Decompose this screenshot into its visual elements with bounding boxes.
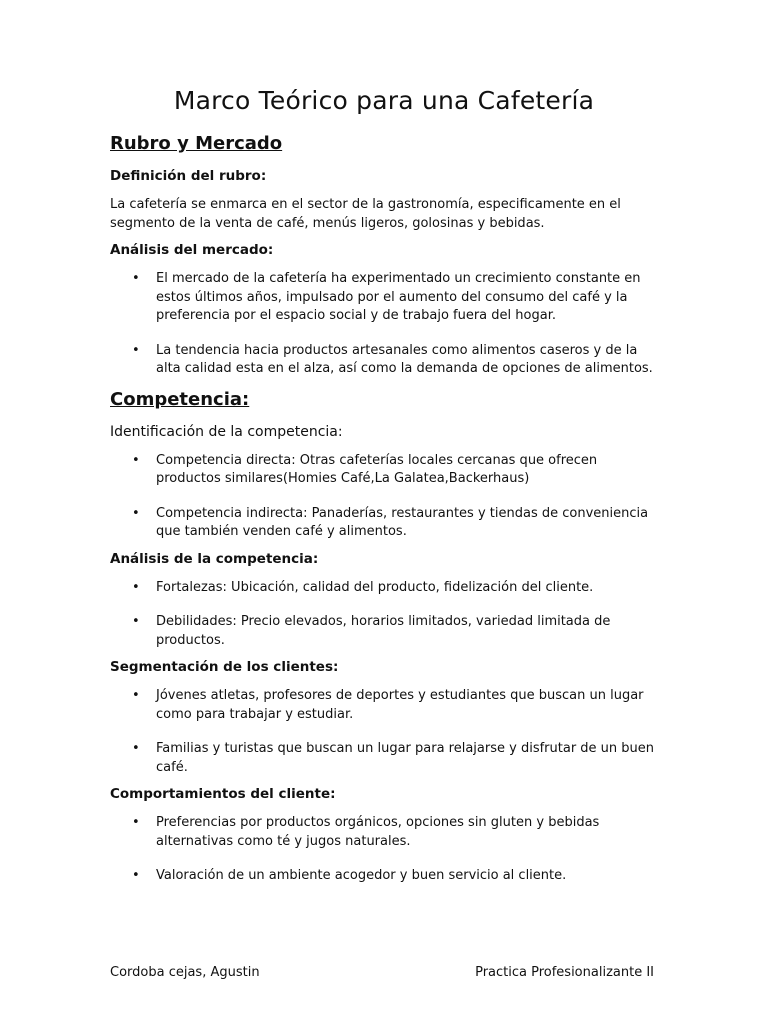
list-item-text: Fortalezas: Ubicación, calidad del producto, fidelización del cliente. — [156, 579, 594, 595]
list-item-text: Valoración de un ambiente acogedor y buen servicio al cliente. — [156, 868, 567, 883]
subheading-analisis-mercado: Análisis del mercado: — [110, 242, 274, 258]
list-analisis-mercado — [110, 270, 665, 379]
list-item — [110, 867, 665, 886]
bullet-icon: • — [132, 579, 140, 595]
list-item — [110, 814, 665, 851]
footer-author: Cordoba cejas, Agustin — [110, 965, 260, 980]
list-item — [110, 579, 665, 598]
list-item-text: Preferencias por productos orgánicos, opciones sin gluten y bebidas alternativas como té y jugos naturales. — [156, 815, 600, 849]
bullet-icon: • — [132, 271, 140, 286]
bullet-icon: • — [132, 815, 140, 830]
subheading-analisis-competencia: Análisis de la competencia: — [110, 550, 319, 567]
section-heading-competencia: Competencia: — [110, 388, 250, 410]
section-heading-rubro: Rubro y Mercado — [110, 133, 283, 154]
bullet-icon: • — [132, 868, 140, 883]
footer-course: Practica Profesionalizante II — [475, 965, 654, 980]
list-segmentacion — [110, 687, 665, 777]
page-title: Marco Teórico para una Cafetería — [173, 86, 595, 115]
list-item — [110, 687, 665, 724]
list-item-text: La tendencia hacia productos artesanales como alimentos caseros y de la alta calidad esta en el alza, así como la demanda de opciones de alimentos. — [156, 342, 653, 376]
list-item-text: El mercado de la cafetería ha experimentado un crecimiento constante en estos últimos años, impulsado por el aumento del consumo del café y la preferencia por el espacio social y de trabajo fuera del hogar. — [156, 271, 641, 323]
list-item-text: Competencia indirecta: Panaderías, restaurantes y tiendas de conveniencia que también venden café y alimentos. — [156, 505, 649, 539]
list-analisis-competencia — [110, 579, 665, 651]
subheading-segmentacion: Segmentación de los clientes: — [110, 659, 339, 675]
subheading-identificacion: Identificación de la competencia: — [110, 423, 343, 440]
subheading-definicion: Definición del rubro: — [110, 168, 267, 184]
list-item — [110, 270, 665, 326]
subheading-comportamientos: Comportamientos del cliente: — [110, 786, 336, 802]
bullet-icon: • — [132, 452, 140, 468]
paragraph-definicion: La cafetería se enmarca en el sector de la gastronomía, especificamente en el segmento de la venta de café, menús ligeros, golosinas y bebidas. — [110, 197, 621, 231]
list-item-text: Familias y turistas que buscan un lugar para relajarse y disfrutar de un buen café. — [156, 741, 655, 775]
list-item — [110, 740, 665, 777]
list-item — [110, 342, 665, 379]
list-item-text: Jóvenes atletas, profesores de deportes y estudiantes que buscan un lugar como para trabajar y estudiar. — [156, 688, 644, 722]
list-item — [110, 505, 665, 542]
list-item — [110, 452, 665, 489]
bullet-icon: • — [132, 741, 140, 756]
document-body — [110, 131, 665, 894]
bullet-icon: • — [132, 342, 140, 358]
list-item-text: Debilidades: Precio elevados, horarios limitados, variedad limitada de productos. — [156, 614, 611, 648]
list-identificacion — [110, 452, 665, 542]
bullet-icon: • — [132, 505, 140, 521]
bullet-icon: • — [132, 614, 140, 629]
list-item — [110, 613, 665, 650]
list-comportamientos — [110, 814, 665, 886]
bullet-icon: • — [132, 688, 140, 703]
list-item-text: Competencia directa: Otras cafeterías locales cercanas que ofrecen productos similares(Homies Café,La Galatea,Backerhaus) — [156, 452, 598, 486]
